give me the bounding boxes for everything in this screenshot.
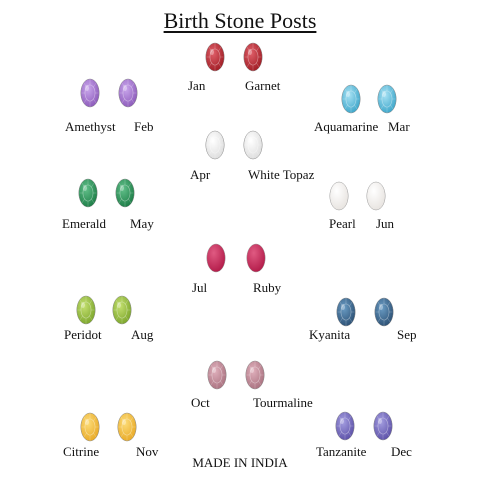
white-topaz-stone-right-icon <box>243 130 263 160</box>
emerald-label: Emerald <box>62 216 107 231</box>
page-title: Birth Stone Posts <box>163 8 317 33</box>
pearl-label: Pearl <box>329 216 356 231</box>
kyanita-stone-right-icon <box>374 297 394 327</box>
feb-label: Feb <box>134 119 154 134</box>
aquamarine-stone-left-icon <box>341 84 361 114</box>
pearl-stone-right-icon <box>366 181 386 211</box>
aug-label: Aug <box>131 327 154 342</box>
may-label: May <box>130 216 154 231</box>
amethyst-label: Amethyst <box>65 119 116 134</box>
nov-label: Nov <box>136 444 159 459</box>
citrine-stone-right-icon <box>117 412 137 442</box>
oct-label: Oct <box>191 395 210 410</box>
apr-label: Apr <box>190 167 211 182</box>
ruby-label: Ruby <box>253 280 282 295</box>
sep-label: Sep <box>397 327 417 342</box>
jun-label: Jun <box>376 216 395 231</box>
emerald-stone-left-icon <box>78 178 98 208</box>
mar-label: Mar <box>388 119 410 134</box>
garnet-stone-left-icon <box>205 42 225 72</box>
kyanita-stone-left-icon <box>336 297 356 327</box>
aquamarine-stone-right-icon <box>377 84 397 114</box>
tanzanite-stone-right-icon <box>373 411 393 441</box>
tourmaline-label: Tourmaline <box>253 395 313 410</box>
kyanita-label: Kyanita <box>309 327 351 342</box>
white-topaz-label: White Topaz <box>248 167 315 182</box>
citrine-stone-left-icon <box>80 412 100 442</box>
amethyst-stone-right-icon <box>118 78 138 108</box>
tanzanite-stone-left-icon <box>335 411 355 441</box>
tourmaline-stone-right-icon <box>245 360 265 390</box>
peridot-stone-right-icon <box>112 295 132 325</box>
citrine-label: Citrine <box>63 444 100 459</box>
amethyst-stone-left-icon <box>80 78 100 108</box>
garnet-label: Garnet <box>245 78 281 93</box>
tanzanite-label: Tanzanite <box>316 444 367 459</box>
tourmaline-stone-left-icon <box>207 360 227 390</box>
made-in-india-text: MADE IN INDIA <box>192 455 288 470</box>
peridot-stone-left-icon <box>76 295 96 325</box>
jul-label: Jul <box>192 280 208 295</box>
pearl-stone-left-icon <box>329 181 349 211</box>
emerald-stone-right-icon <box>115 178 135 208</box>
garnet-stone-right-icon <box>243 42 263 72</box>
dec-label: Dec <box>391 444 412 459</box>
aquamarine-label: Aquamarine <box>314 119 379 134</box>
ruby-stone-right-icon <box>246 243 266 273</box>
white-topaz-stone-left-icon <box>205 130 225 160</box>
jan-label: Jan <box>188 78 206 93</box>
ruby-stone-left-icon <box>206 243 226 273</box>
peridot-label: Peridot <box>64 327 102 342</box>
